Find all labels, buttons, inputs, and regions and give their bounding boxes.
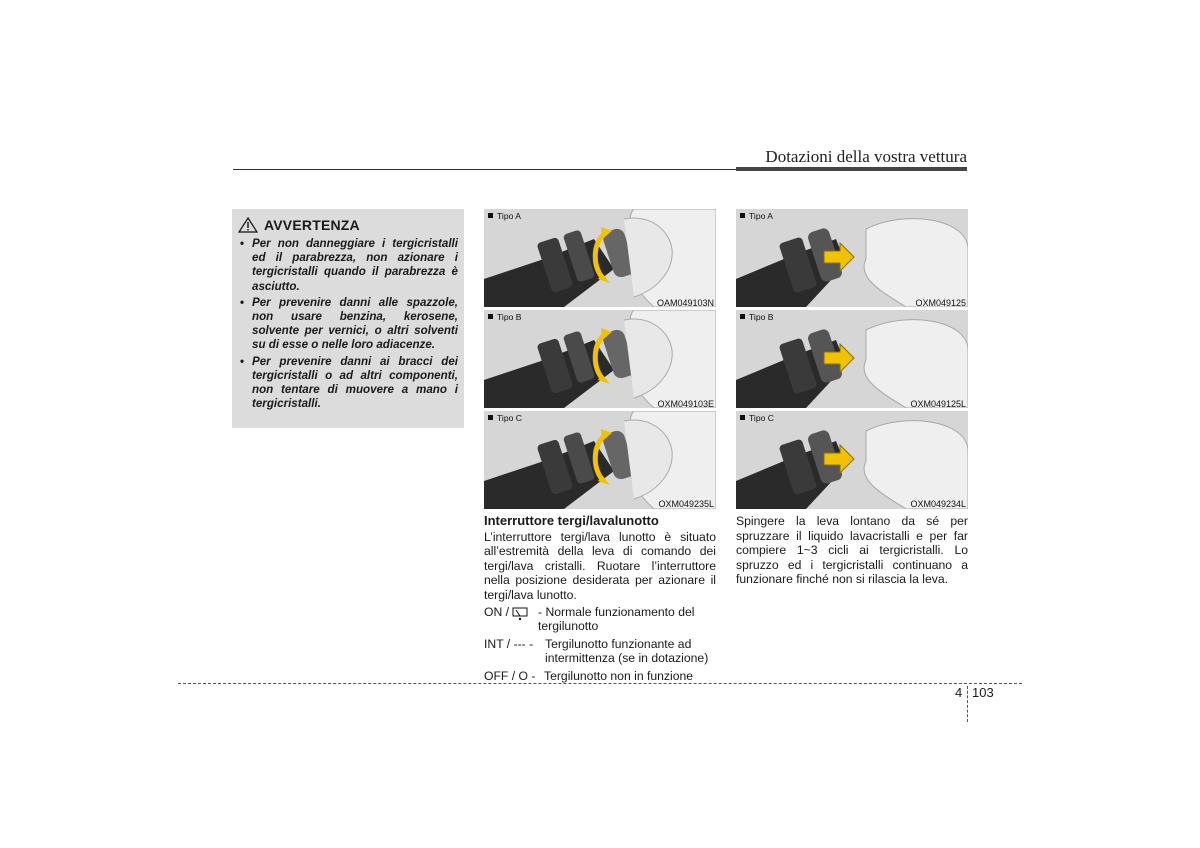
figure-code: OXM049234L	[910, 499, 966, 509]
figure-type-a-push	[736, 209, 968, 307]
figure-tag: Tipo C	[740, 413, 774, 423]
mode-key: INT / --- -	[484, 636, 534, 651]
rear-wiper-rotate-illustration	[484, 310, 716, 408]
figure-code: OXM049103E	[657, 399, 714, 409]
mode-value: Tergilunotto funzionante ad intermittenza (se in dotazione)	[545, 636, 709, 666]
square-bullet-icon	[488, 314, 493, 319]
warning-item: • Per non danneggiare i tergicristalli ed il parabrezza, non azionare i tergicristalli quando il parabrezza è asciutto.	[238, 237, 458, 294]
figure-type-b-rotate	[484, 310, 716, 408]
figure-code: OXM049125	[915, 298, 966, 308]
section-heading: Interruttore tergi/lavalunotto	[484, 513, 659, 528]
mode-key: ON /	[484, 604, 510, 619]
warning-item: • Per prevenire danni alle spazzole, non usare benzina, kerosene, solvente per vernici, o altri solventi su di esse o nelle loro adiacenze.	[238, 296, 458, 353]
rear-wiper-rotate-illustration	[484, 411, 716, 509]
figure-code: OXM049235L	[658, 499, 714, 509]
warning-item: • Per prevenire danni ai bracci dei tergicristalli o ad altri componenti, non tentare di muovere a mano i tergicristalli.	[238, 355, 458, 412]
mode-value: - Normale funzionamento del tergilunotto	[538, 604, 695, 634]
rear-wiper-icon	[511, 605, 529, 621]
mode-key: OFF / O -	[484, 668, 536, 683]
square-bullet-icon	[740, 213, 745, 218]
washer-push-illustration	[736, 411, 968, 509]
footer-rule	[178, 683, 1022, 684]
page-number: 103	[972, 685, 994, 700]
figure-tag: Tipo B	[488, 312, 522, 322]
warning-list	[238, 237, 458, 411]
footer-divider	[967, 686, 968, 722]
mode-row	[484, 605, 716, 634]
square-bullet-icon	[488, 213, 493, 218]
warning-triangle-icon	[238, 217, 258, 233]
rear-wiper-rotate-illustration	[484, 209, 716, 307]
mode-value: Tergilunotto non in funzione	[544, 668, 694, 683]
figure-tag: Tipo A	[740, 211, 773, 221]
figure-type-a-rotate	[484, 209, 716, 307]
chapter-number: 4	[955, 685, 963, 700]
running-header: Dotazioni della vostra vettura	[765, 147, 967, 166]
figure-code: OXM049125L	[910, 399, 966, 409]
square-bullet-icon	[740, 314, 745, 319]
square-bullet-icon	[740, 415, 745, 420]
rear-wiper-section	[484, 514, 716, 684]
figure-tag: Tipo C	[488, 413, 522, 423]
washer-paragraph: Spingere la leva lontano da sé per spruzzare il liquido lavacristalli e per far compiere 1~3 cicli ai tergicristalli. Lo spruzzo ed i tergicristalli continuano a funzionare finché non si rilascia la leva.	[736, 514, 968, 587]
figure-type-c-rotate	[484, 411, 716, 509]
section-intro: L’interruttore tergi/lava lunotto è situato all’estremità della leva di comando dei tergi/lava cristalli. Ruotare l’interruttore nella posizione desiderata per azionare il tergi/lava lunotto.	[484, 529, 716, 602]
mode-row	[484, 637, 716, 666]
mode-list	[484, 605, 716, 684]
figure-tag: Tipo B	[740, 312, 774, 322]
warning-box	[232, 209, 464, 428]
square-bullet-icon	[488, 415, 493, 420]
figure-type-b-push	[736, 310, 968, 408]
header-bar	[736, 167, 967, 171]
figure-tag: Tipo A	[488, 211, 521, 221]
figure-type-c-push	[736, 411, 968, 509]
washer-push-illustration	[736, 209, 968, 307]
warning-title: AVVERTENZA	[264, 217, 360, 233]
washer-push-illustration	[736, 310, 968, 408]
mode-row	[484, 669, 716, 684]
figure-code: OAM049103N	[656, 298, 714, 308]
washer-instructions	[736, 514, 968, 587]
